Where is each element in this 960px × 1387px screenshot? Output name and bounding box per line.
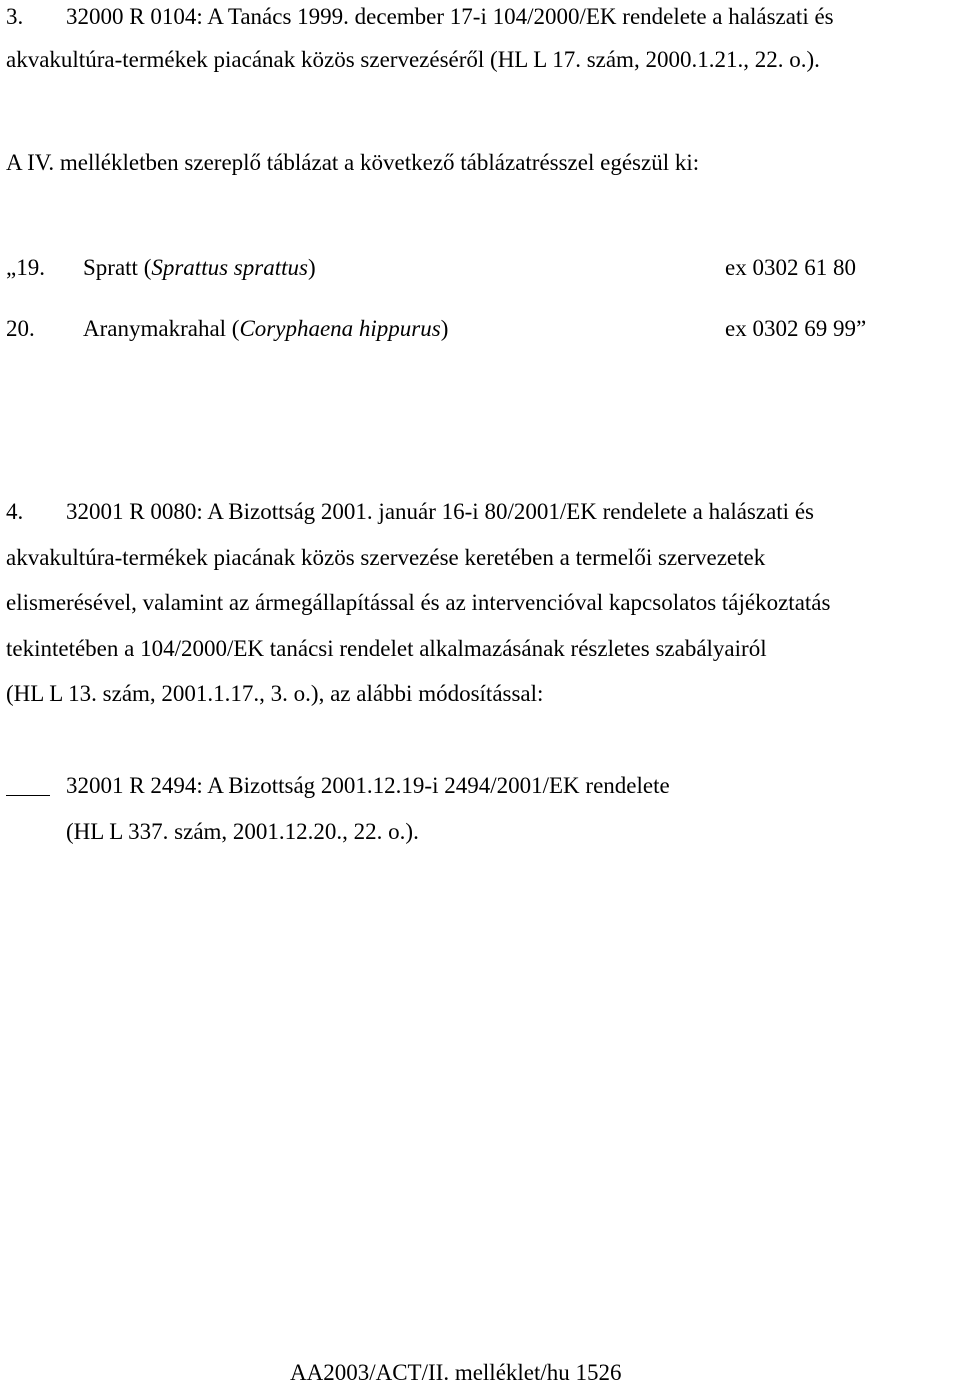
annex-intro: A IV. mellékletben szereplő táblázat a következő táblázatrésszel egészül ki:	[6, 150, 700, 175]
amendment-line2: (HL L 337. szám, 2001.12.20., 22. o.).	[66, 819, 419, 844]
item3-line2: akvakultúra-termékek piacának közös szervezéséről (HL L 17. szám, 2000.1.21., 22. o.).	[6, 47, 820, 72]
item4-number: 4.	[6, 499, 24, 524]
row-name	[83, 315, 448, 343]
species-name: Spratt (	[83, 255, 152, 280]
amendment-dash	[6, 795, 50, 796]
species-name-close: )	[307, 255, 316, 280]
item3-number: 3.	[6, 4, 24, 29]
item4-line: (HL L 13. szám, 2001.1.17., 3. o.), az alábbi módosítással:	[6, 681, 544, 706]
species-name: Aranymakrahal (	[83, 316, 240, 341]
item3-line1: 32000 R 0104: A Tanács 1999. december 17-i 104/2000/EK rendelete a halászati és	[66, 4, 834, 29]
amendment-line1: 32001 R 2494: A Bizottság 2001.12.19-i 2494/2001/EK rendelete	[66, 773, 670, 798]
species-name-close: )	[440, 316, 449, 341]
row-code: ex 0302 61 80	[725, 255, 856, 280]
row-code: ex 0302 69 99”	[725, 316, 867, 341]
item4-line: akvakultúra-termékek piacának közös szervezése keretében a termelői szervezetek	[6, 545, 766, 570]
item4-line: elismerésével, valamint az ármegállapítással és az intervencióval kapcsolatos tájékoztatás	[6, 590, 831, 615]
page-footer: AA2003/ACT/II. melléklet/hu 1526	[290, 1360, 622, 1385]
latin-name: Sprattus sprattus	[151, 255, 308, 280]
row-number: 20.	[6, 316, 35, 341]
latin-name: Coryphaena hippurus	[239, 316, 441, 341]
row-name	[83, 254, 316, 282]
row-number: „19.	[6, 255, 45, 280]
item4-line: tekintetében a 104/2000/EK tanácsi rendelet alkalmazásának részletes szabályairól	[6, 636, 767, 661]
item4-line: 32001 R 0080: A Bizottság 2001. január 16-i 80/2001/EK rendelete a halászati és	[66, 499, 814, 524]
